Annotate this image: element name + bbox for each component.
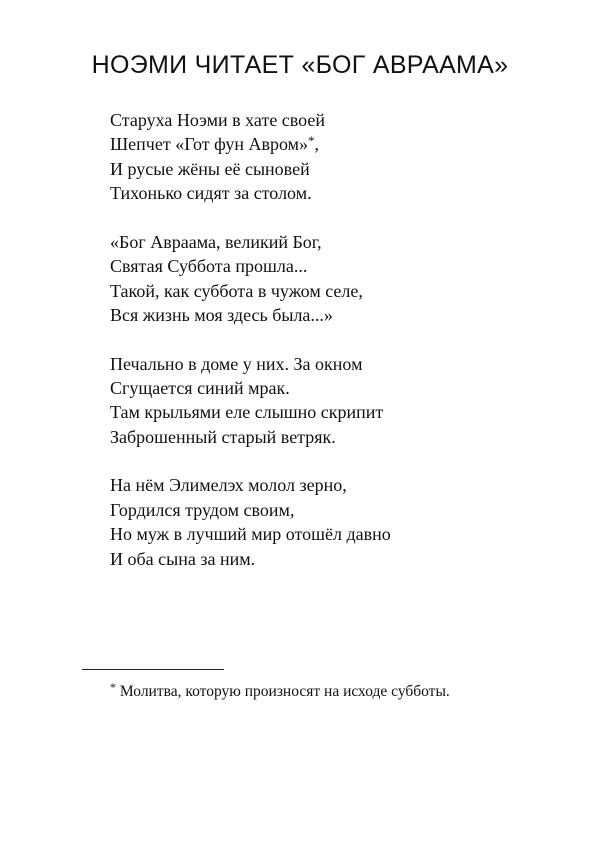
poem-body — [110, 108, 550, 595]
poem-line: Там крыльями еле слышно скрипит — [110, 402, 384, 423]
poem-line: Но муж в лучший мир отошёл давно — [110, 524, 391, 545]
poem-title: НОЭМИ ЧИТАЕТ «БОГ АВРААМА» — [91, 51, 509, 79]
footnote-reference-mark: * — [308, 133, 315, 149]
stanza-1 — [110, 108, 550, 206]
footnote-mark: * — [110, 680, 116, 694]
poem-line: Тихонько сидят за столом. — [110, 183, 312, 204]
poem-line: Печально в доме у них. За окном — [110, 353, 363, 374]
footnote-text: Молитва, которую произносят на исходе субботы. — [119, 683, 450, 700]
stanza-2 — [110, 230, 550, 328]
poem-line: Сгущается синий мрак. — [110, 378, 290, 399]
poem-line: И русые жёны её сыновей — [110, 158, 310, 179]
poem-line: Гордился трудом своим, — [110, 499, 295, 520]
poem-line-with-footnote — [110, 132, 550, 156]
poem-line: На нём Элимелэх молол зерно, — [110, 475, 347, 496]
stanza-4 — [110, 473, 550, 571]
poem-line: Заброшенный старый ветряк. — [110, 426, 336, 447]
footnote-divider — [82, 669, 224, 670]
poem-line: «Бог Авраама, великий Бог, — [110, 231, 322, 252]
poem-line: Святая Суббота прошла... — [110, 256, 308, 277]
poem-line: И оба сына за ним. — [110, 548, 256, 569]
stanza-3 — [110, 352, 550, 450]
poem-line: Вся жизнь моя здесь была...» — [110, 305, 333, 326]
poem-line: Такой, как суббота в чужом селе, — [110, 280, 363, 301]
line-comma: , — [314, 134, 320, 155]
poem-line: Старуха Ноэми в хате своей — [110, 110, 326, 130]
footnote — [110, 682, 450, 702]
poem-line-text: Шепчет «Гот фун Авром» — [110, 134, 309, 155]
